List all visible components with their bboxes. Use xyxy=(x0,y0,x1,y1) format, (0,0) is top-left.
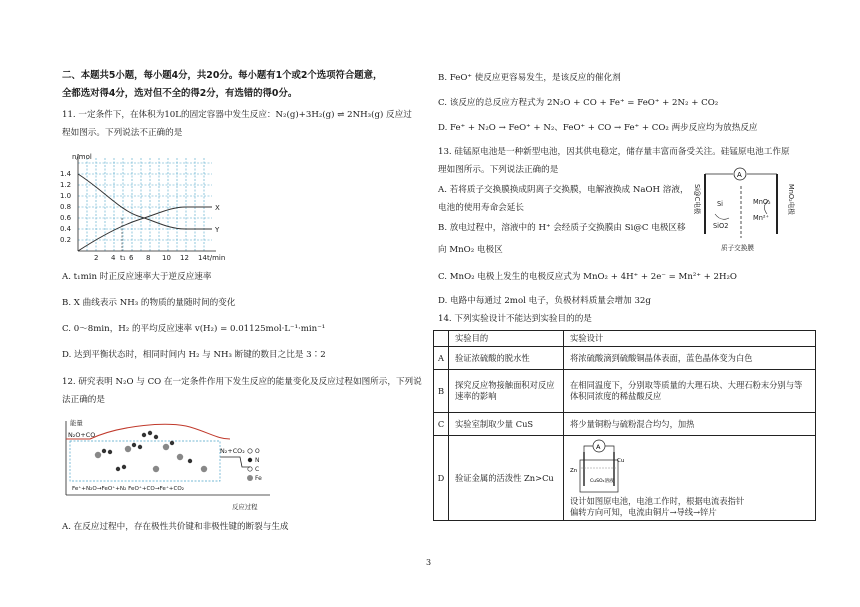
row-letter: A xyxy=(434,347,449,370)
page-number: 3 xyxy=(426,558,432,567)
membrane-label: 质子交换膜 xyxy=(721,244,754,252)
q13-option-c: C. MnO₂ 电极上发生的电极反应式为 MnO₂ + 4H⁺ + 2e⁻ = Mn²⁺ + 2H₂O xyxy=(438,272,737,282)
si-label: Si xyxy=(717,200,724,208)
q11-stem-line2: 程如图示。下列说法不正确的是 xyxy=(62,128,183,138)
q12-stem-line2: 法正确的是 xyxy=(62,395,105,405)
q11-option-c: C. 0～8min，H₂ 的平均反应速率 v(H₂) = 0.01125mol·L⁻¹·min⁻¹ xyxy=(62,324,326,334)
q13-cell-diagram xyxy=(685,160,805,256)
x-tick-1: 2 xyxy=(94,254,99,262)
x-tick-7: 12 xyxy=(180,254,189,262)
curve-y-label: Y xyxy=(215,226,220,234)
y-tick-2: 1.2 xyxy=(60,181,72,189)
row-purpose: 实验室制取少量 CuS xyxy=(449,413,564,436)
zn-cu-cell-diagram xyxy=(570,438,628,496)
curve-y xyxy=(78,174,212,229)
row-design: 将浓硫酸滴到硫酸铜晶体表面，蓝色晶体变为白色 xyxy=(564,347,816,370)
cell-d-cu: Cu xyxy=(617,458,625,464)
q12-energy-diagram xyxy=(60,417,280,517)
legend-fe: Fe xyxy=(255,475,262,482)
q13-option-b-line2: 向 MnO₂ 电极区 xyxy=(438,245,503,255)
header-design: 实验设计 xyxy=(564,331,816,347)
right-electrode-label: MnO₂电极 xyxy=(787,184,795,215)
energy-xlabel: 反应过程 xyxy=(232,503,258,511)
ammeter-label: A xyxy=(737,171,742,179)
q11-stem-line1: 11. 一定条件下，在体积为10L的固定容器中发生反应：N₂(g)+3H₂(g) ⇌ 2NH₃(g) 反应过 xyxy=(62,110,412,120)
q11-option-a: A. t₁min 时正反应速率大于逆反应速率 xyxy=(62,272,212,282)
table-row xyxy=(434,413,816,436)
x-tick-5: 8 xyxy=(146,254,151,262)
q13-option-d: D. 电路中每通过 2mol 电子，负极材料质量会增加 32g xyxy=(438,296,651,306)
chart-ylabel: n/mol xyxy=(72,153,92,161)
chart-xlabel: t/min xyxy=(207,254,226,262)
row-design: 在相同温度下，分别取等质量的大理石块、大理石粉末分别与等体积同浓度的稀盐酸反应 xyxy=(564,370,816,413)
beaker xyxy=(580,460,618,492)
cell-d-meter: A xyxy=(596,443,601,451)
q12-option-b: B. FeO⁺ 使反应更容易发生，是该反应的催化剂 xyxy=(438,73,621,83)
legend-c: C xyxy=(255,466,260,473)
table-row xyxy=(434,436,816,521)
q12-option-c: C. 该反应的总反应方程式为 2N₂O + CO + Fe⁺ = FeO⁺ + 2N₂ + CO₂ xyxy=(438,98,719,108)
cell-d-solution: CuSO₄溶液 xyxy=(590,479,614,484)
q11-option-d: D. 达到平衡状态时，相同时间内 H₂ 与 NH₃ 断键的数目之比是 3∶2 xyxy=(62,350,326,360)
energy-ylabel: 能量 xyxy=(70,419,83,427)
x-tick-3: t₁ xyxy=(120,254,126,262)
table-row xyxy=(434,370,816,413)
row-design: 将少量铜粉与硫粉混合均匀，加热 xyxy=(564,413,816,436)
legend-n: N xyxy=(255,457,260,464)
header-purpose: 实验目的 xyxy=(449,331,564,347)
row-design: 设计如图原电池，电池工作时，根据电流表指针偏转方向可知，电流由铜片→导线→锌片 xyxy=(570,496,745,517)
cell-d-zn: Zn xyxy=(570,468,578,474)
y-tick-1: 1.4 xyxy=(60,170,72,178)
energy-end-label: N₂+CO₂ xyxy=(220,447,245,455)
table-row xyxy=(434,347,816,370)
pathway-box xyxy=(70,441,220,481)
mn2-label: Mn²⁺ xyxy=(753,214,769,222)
section-title-line1: 二、本题共5小题，每小题4分，共20分。每小题有1个或2个选项符合题意， xyxy=(62,70,383,81)
table-header-row xyxy=(434,331,816,347)
y-tick-6: 0.4 xyxy=(60,225,72,233)
q13-option-a-line1: A. 若将质子交换膜换成阴离子交换膜，电解液换成 NaOH 溶液， xyxy=(438,185,689,195)
q12-stem-line1: 12. 研究表明 N₂O 与 CO 在一定条件作用下发生反应的能量变化及反应过程如图所示，下列说 xyxy=(62,377,422,387)
q12-option-d: D. Fe⁺ + N₂O → FeO⁺ + N₂、FeO⁺ + CO → Fe⁺ + CO₂ 两步反应均为放热反应 xyxy=(438,123,758,133)
curve-x-label: X xyxy=(215,204,220,212)
row-purpose: 验证浓硫酸的脱水性 xyxy=(449,347,564,370)
y-tick-5: 0.6 xyxy=(60,214,72,222)
q14-table xyxy=(433,330,816,521)
q11-chart xyxy=(58,150,228,265)
left-electrode-label: Si@C电极 xyxy=(693,184,701,215)
q11-option-b: B. X 曲线表示 NH₃ 的物质的量随时间的变化 xyxy=(62,298,236,308)
q13-stem-line1: 13. 硅锰原电池是一种新型电池，因其供电稳定，储存量丰富而备受关注。硅锰原电池工作原 xyxy=(438,147,790,157)
sio2-label: SiO2 xyxy=(713,222,729,230)
q14-stem: 14. 下列实验设计不能达到实验目的的是 xyxy=(438,314,592,324)
row-purpose: 验证金属的活泼性 Zn>Cu xyxy=(449,436,564,521)
y-tick-4: 0.8 xyxy=(60,203,72,211)
row-letter: C xyxy=(434,413,449,436)
q12-option-a: A. 在反应过程中，存在极性共价键和非极性键的断裂与生成 xyxy=(62,522,289,532)
energy-pathway-label: Fe⁺+N₂O→FeO⁺+N₂ FeO⁺+CO→Fe⁺+CO₂ xyxy=(72,486,185,492)
row-purpose: 探究反应物接触面积对反应速率的影响 xyxy=(449,370,564,413)
x-tick-8: 14 xyxy=(198,254,207,262)
row-letter: B xyxy=(434,370,449,413)
y-tick-7: 0.2 xyxy=(60,236,72,244)
q13-stem-line2: 理如图所示。下列说法正确的是 xyxy=(438,165,559,175)
mno2-label: MnO₂ xyxy=(753,198,771,206)
y-tick-3: 1.0 xyxy=(60,192,72,200)
x-tick-2: 4 xyxy=(111,254,116,262)
row-letter: D xyxy=(434,436,449,521)
section-title-line2: 全都选对得4分，选对但不全的得2分，有选错的得0分。 xyxy=(62,88,298,99)
x-tick-4: 6 xyxy=(129,254,134,262)
legend-o: O xyxy=(255,448,260,455)
energy-start-label: N₂O+CO xyxy=(68,431,96,439)
q13-option-a-line2: 电池的使用寿命会延长 xyxy=(438,203,524,213)
x-tick-6: 10 xyxy=(162,254,171,262)
energy-legend xyxy=(247,448,262,482)
q13-option-b-line1: B. 放电过程中，溶液中的 H⁺ 会经质子交换膜由 Si@C 电极区移 xyxy=(438,223,686,233)
